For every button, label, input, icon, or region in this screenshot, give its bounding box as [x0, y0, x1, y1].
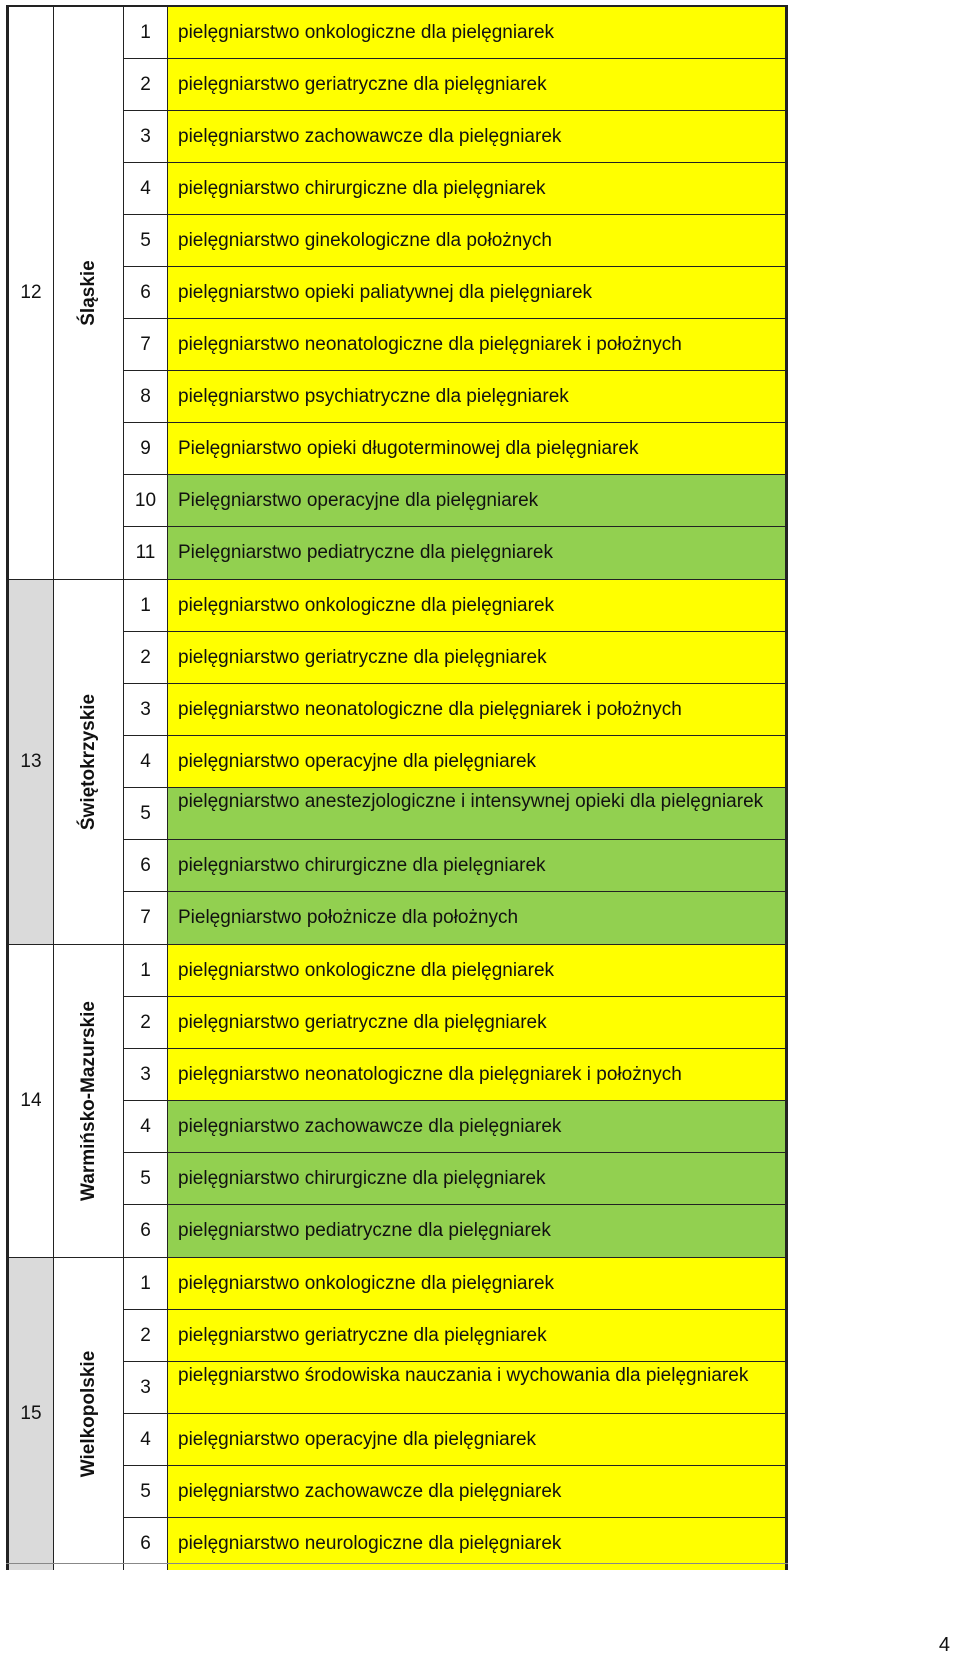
region-block — [6, 580, 788, 945]
specialization-name: pielęgniarstwo geriatryczne dla pielęgniarek — [168, 632, 788, 683]
row-index: 2 — [124, 632, 168, 683]
table-row — [124, 580, 788, 632]
table-row — [124, 475, 788, 527]
table-row — [124, 1258, 788, 1310]
course-table — [6, 5, 788, 1570]
row-index: 1 — [124, 580, 168, 631]
specialization-name: Pielęgniarstwo pediatryczne dla pielęgniarek — [168, 527, 788, 579]
specialization-name: Pielęgniarstwo położnicze dla położnych — [168, 892, 788, 944]
specialization-name: pielęgniarstwo neurologiczne dla pielęgniarek — [168, 1518, 788, 1570]
table-row — [124, 371, 788, 423]
specialization-name: pielęgniarstwo pediatryczne dla pielęgniarek — [168, 1205, 788, 1257]
table-row — [124, 215, 788, 267]
specialization-name: pielęgniarstwo chirurgiczne dla pielęgniarek — [168, 163, 788, 214]
region-name-cell — [54, 580, 124, 944]
region-number: 15 — [6, 1258, 54, 1570]
table-row — [124, 319, 788, 371]
specialization-name: pielęgniarstwo chirurgiczne dla pielęgniarek — [168, 1153, 788, 1204]
table-row — [124, 111, 788, 163]
row-index: 4 — [124, 163, 168, 214]
region-name: Śląskie — [77, 260, 99, 326]
specialization-name: Pielęgniarstwo opieki długoterminowej dla pielęgniarek — [168, 423, 788, 474]
specialization-name: pielęgniarstwo neonatologiczne dla pielęgniarek i położnych — [168, 684, 788, 735]
table-row — [124, 163, 788, 215]
row-index: 3 — [124, 1049, 168, 1100]
specialization-name: pielęgniarstwo geriatryczne dla pielęgniarek — [168, 59, 788, 110]
specialization-name: pielęgniarstwo operacyjne dla pielęgniarek — [168, 1414, 788, 1465]
specialization-name: pielęgniarstwo zachowawcze dla pielęgniarek — [168, 1466, 788, 1517]
row-index: 1 — [124, 945, 168, 996]
table-row — [124, 945, 788, 997]
region-block — [6, 5, 788, 580]
specialization-name: pielęgniarstwo neonatologiczne dla pielęgniarek i położnych — [168, 1049, 788, 1100]
specialization-name: pielęgniarstwo środowiska nauczania i wychowania dla pielęgniarek — [168, 1362, 788, 1413]
table-row — [124, 1414, 788, 1466]
specialization-name: pielęgniarstwo onkologiczne dla pielęgniarek — [168, 7, 788, 58]
specialization-name: pielęgniarstwo opieki paliatywnej dla pielęgniarek — [168, 267, 788, 318]
row-index: 10 — [124, 475, 168, 526]
region-name-cell — [54, 1258, 124, 1570]
specialization-name: pielęgniarstwo chirurgiczne dla pielęgniarek — [168, 840, 788, 891]
table-row — [124, 59, 788, 111]
specialization-name: pielęgniarstwo zachowawcze dla pielęgniarek — [168, 111, 788, 162]
region-name: Warmińsko-Mazurskie — [77, 1001, 99, 1201]
row-index: 3 — [124, 684, 168, 735]
row-index: 6 — [124, 840, 168, 891]
row-index: 5 — [124, 1466, 168, 1517]
table-row — [124, 1310, 788, 1362]
specialization-name: pielęgniarstwo zachowawcze dla pielęgniarek — [168, 1101, 788, 1152]
specialization-name: pielęgniarstwo operacyjne dla pielęgniarek — [168, 736, 788, 787]
region-name-cell — [54, 7, 124, 579]
row-index: 3 — [124, 1362, 168, 1413]
specialization-name: pielęgniarstwo geriatryczne dla pielęgniarek — [168, 997, 788, 1048]
table-row — [124, 1101, 788, 1153]
row-index: 5 — [124, 1153, 168, 1204]
table-row — [124, 684, 788, 736]
specialization-name: pielęgniarstwo onkologiczne dla pielęgniarek — [168, 945, 788, 996]
table-row — [124, 527, 788, 579]
region-number: 12 — [6, 7, 54, 579]
row-index: 4 — [124, 1414, 168, 1465]
specialization-name: pielęgniarstwo geriatryczne dla pielęgniarek — [168, 1310, 788, 1361]
table-row — [124, 736, 788, 788]
specialization-name: pielęgniarstwo onkologiczne dla pielęgniarek — [168, 1258, 788, 1309]
specialization-name: pielęgniarstwo psychiatryczne dla pielęgniarek — [168, 371, 788, 422]
row-index: 5 — [124, 788, 168, 839]
row-index: 7 — [124, 892, 168, 944]
table-row — [124, 7, 788, 59]
row-index: 6 — [124, 267, 168, 318]
region-number: 14 — [6, 945, 54, 1257]
table-row — [124, 840, 788, 892]
row-index: 4 — [124, 736, 168, 787]
specialization-name: pielęgniarstwo onkologiczne dla pielęgniarek — [168, 580, 788, 631]
table-row — [124, 632, 788, 684]
specialization-name: pielęgniarstwo neonatologiczne dla pielęgniarek i położnych — [168, 319, 788, 370]
table-row — [124, 1205, 788, 1257]
row-index: 1 — [124, 1258, 168, 1309]
row-index: 8 — [124, 371, 168, 422]
table-row — [124, 788, 788, 840]
table-row — [124, 1049, 788, 1101]
bottom-rule — [6, 1563, 788, 1564]
row-index: 9 — [124, 423, 168, 474]
row-index: 1 — [124, 7, 168, 58]
specialization-name: pielęgniarstwo anestezjologiczne i intensywnej opieki dla pielęgniarek — [168, 788, 788, 839]
table-row — [124, 997, 788, 1049]
specialization-name: Pielęgniarstwo operacyjne dla pielęgniarek — [168, 475, 788, 526]
table-row — [124, 1362, 788, 1414]
row-index: 5 — [124, 215, 168, 266]
region-name: Wielkopolskie — [77, 1350, 99, 1478]
region-block — [6, 945, 788, 1258]
row-index: 4 — [124, 1101, 168, 1152]
row-index: 2 — [124, 59, 168, 110]
row-index: 11 — [124, 527, 168, 579]
table-row — [124, 892, 788, 944]
region-name: Świętokrzyskie — [77, 693, 99, 831]
table-row — [124, 1153, 788, 1205]
region-name-cell — [54, 945, 124, 1257]
row-index: 7 — [124, 319, 168, 370]
table-row — [124, 267, 788, 319]
row-index: 2 — [124, 997, 168, 1048]
page-number: 4 — [938, 1634, 950, 1656]
region-block — [6, 1258, 788, 1570]
row-index: 2 — [124, 1310, 168, 1361]
row-index: 3 — [124, 111, 168, 162]
row-index: 6 — [124, 1205, 168, 1257]
table-row — [124, 1466, 788, 1518]
specialization-name: pielęgniarstwo ginekologiczne dla położnych — [168, 215, 788, 266]
table-row — [124, 423, 788, 475]
row-index: 6 — [124, 1518, 168, 1570]
region-number: 13 — [6, 580, 54, 944]
